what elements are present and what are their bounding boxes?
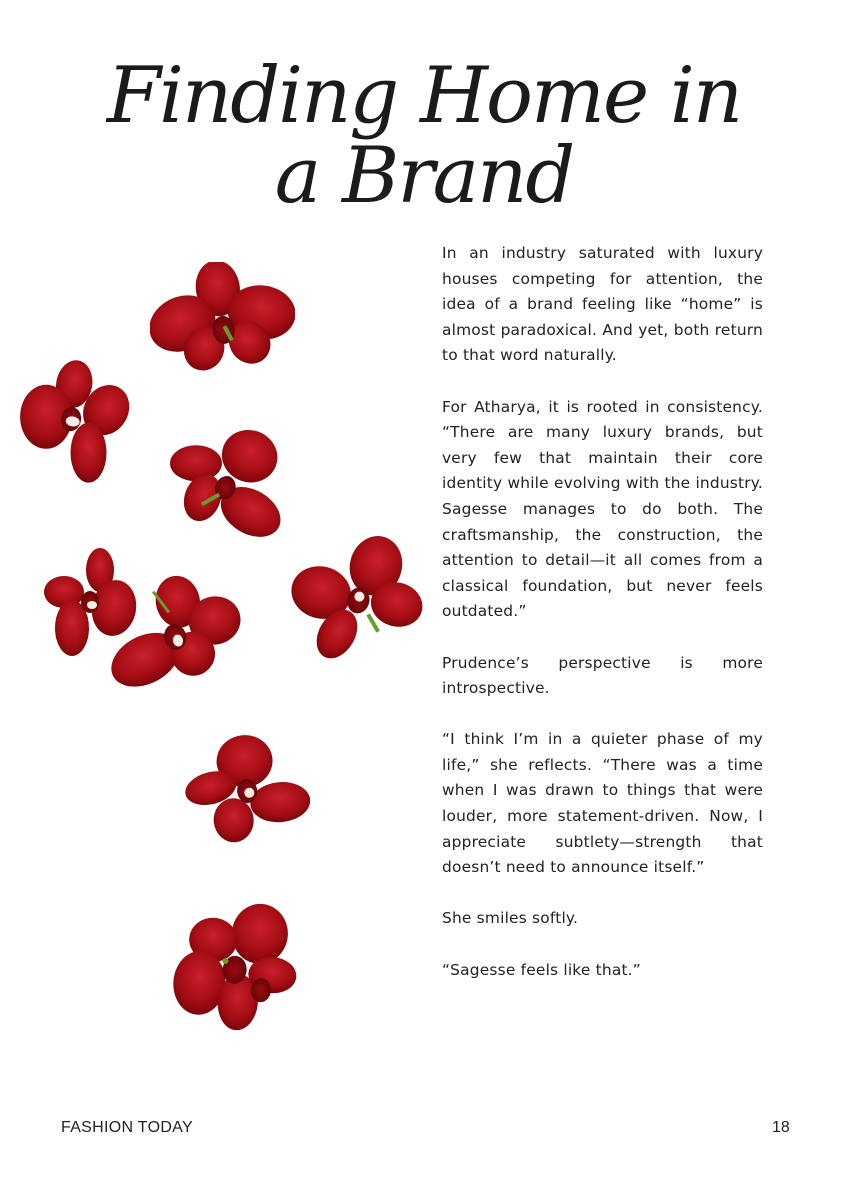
paragraph: For Atharya, it is rooted in consistency. “There are many luxury brands, but very few that maintain their core identity while evolving with the industry. Sagesse manages to do both. The craftsmanship, the construction, the attention to detail—it all comes from a classical foundation, but never feels outdated.” [442, 397, 763, 621]
orchid-icon [98, 575, 243, 690]
orchid-icon [170, 895, 305, 1037]
title-line-2: a Brand [274, 131, 574, 221]
paragraph: Prudence’s perspective is more introspective. [442, 653, 763, 698]
paragraph: In an industry saturated with luxury houses competing for attention, the idea of a brand feeling like “home” is almost paradoxical. And yet, both return to that word naturally. [442, 244, 763, 365]
orchid-icon [183, 730, 311, 848]
orchid-icon [165, 424, 295, 538]
orchid-icon [288, 528, 426, 668]
paragraph: “Sagesse feels like that.” [442, 960, 641, 979]
orchid-icon [20, 356, 132, 484]
title-line-1: Finding Home in [106, 51, 742, 141]
article-title [0, 51, 848, 221]
article-body [442, 241, 763, 1009]
page-number: 18 [772, 1119, 790, 1136]
paragraph: She smiles softly. [442, 909, 579, 928]
footer-publication: FASHION TODAY [61, 1119, 193, 1136]
paragraph: “I think I’m in a quieter phase of my life,” she reflects. “There was a time when I was drawn to things that were louder, more statement-driven. Now, I appreciate subtlety—strength that doesn’t need to announce itself.” [442, 730, 763, 877]
orchid-icon [150, 262, 295, 374]
